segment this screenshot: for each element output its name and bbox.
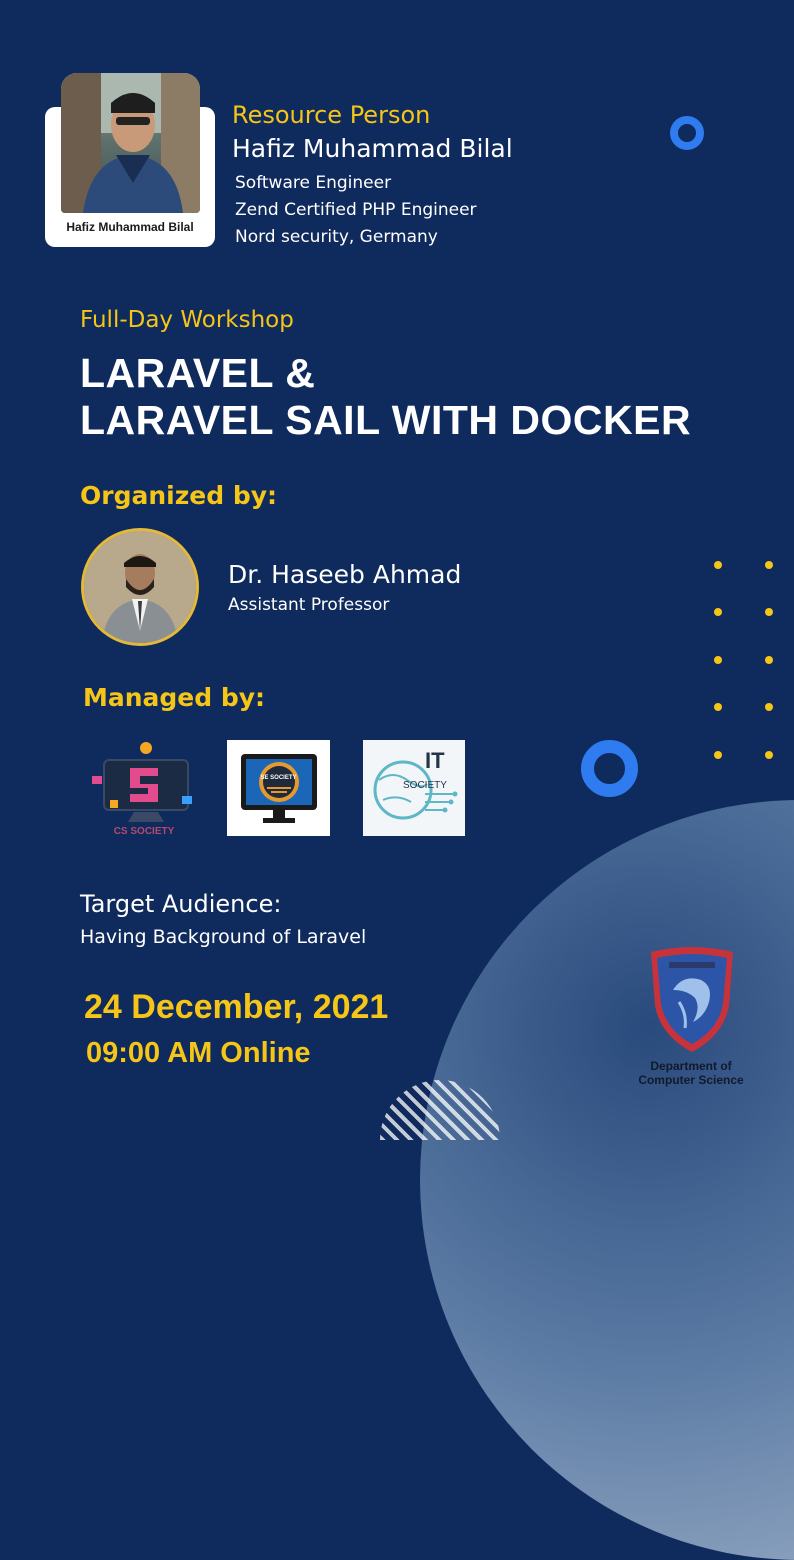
se-society-text: SE SOCIETY <box>260 775 297 781</box>
cs-society-text: CS SOCIETY <box>113 826 175 837</box>
event-time: 09:00 AM Online <box>86 1037 311 1069</box>
department-crest-logo <box>643 944 741 1056</box>
resource-person-photo <box>61 73 200 213</box>
managed-by-heading: Managed by: <box>83 683 266 712</box>
it-society-logo <box>363 740 465 836</box>
resource-role-1: Software Engineer <box>235 173 392 193</box>
organized-by-heading: Organized by: <box>80 481 278 510</box>
resource-role-3: Nord security, Germany <box>235 227 438 247</box>
workshop-label: Full-Day Workshop <box>80 307 294 333</box>
workshop-title-line2: LARAVEL SAIL WITH DOCKER <box>80 397 692 443</box>
department-line1: Department of <box>650 1059 732 1073</box>
resource-photo-label: Hafiz Muhammad Bilal <box>66 220 194 234</box>
background-swoosh <box>420 800 794 1560</box>
organizer-photo <box>81 528 199 646</box>
it-society-text-top: IT <box>425 748 445 773</box>
decorative-ring-top <box>670 116 704 150</box>
organizer-title: Assistant Professor <box>228 595 390 615</box>
department-line2: Computer Science <box>638 1073 744 1087</box>
resource-heading: Resource Person <box>232 101 431 129</box>
decorative-ring-middle <box>581 740 638 797</box>
event-date: 24 December, 2021 <box>84 988 389 1026</box>
cs-society-logo <box>90 740 198 840</box>
workshop-title-line1: LARAVEL & <box>80 350 316 396</box>
audience-heading: Target Audience: <box>80 890 282 918</box>
it-society-text-bottom: SOCIETY <box>403 780 447 791</box>
audience-text: Having Background of Laravel <box>80 926 367 948</box>
organizer-name: Dr. Haseeb Ahmad <box>228 560 462 589</box>
resource-name: Hafiz Muhammad Bilal <box>232 134 513 163</box>
resource-role-2: Zend Certified PHP Engineer <box>235 200 477 220</box>
se-society-logo <box>227 740 330 836</box>
